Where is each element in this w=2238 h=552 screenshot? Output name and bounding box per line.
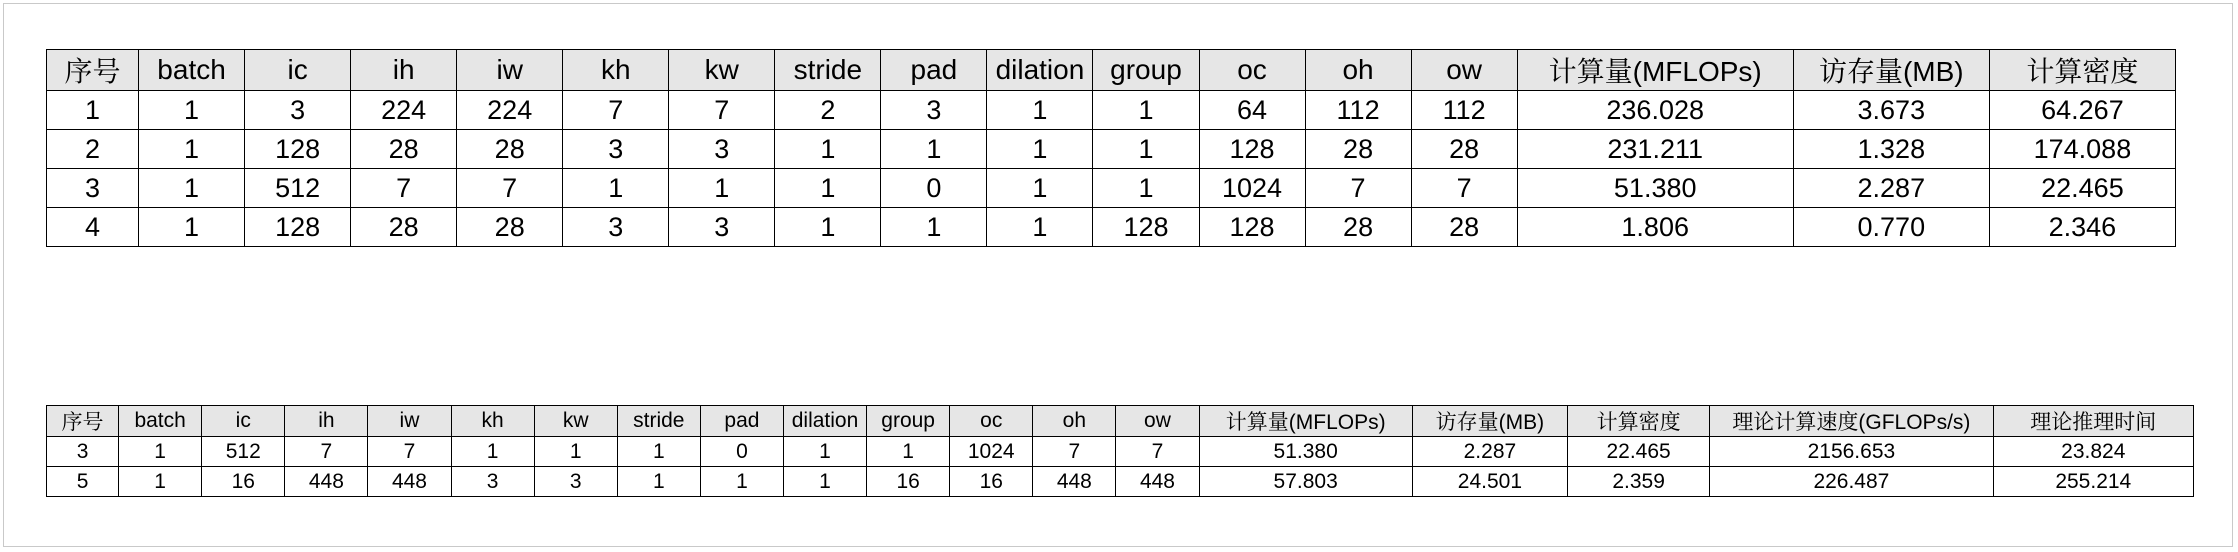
table-cell[interactable]: 7 bbox=[368, 437, 451, 467]
header-cell[interactable]: 计算密度 bbox=[1989, 50, 2175, 91]
table-cell[interactable]: 1 bbox=[119, 437, 202, 467]
perf-estimate-table bbox=[46, 405, 2194, 497]
header-cell[interactable]: ow bbox=[1411, 50, 1517, 91]
table-cell[interactable]: 3 bbox=[47, 169, 139, 208]
table-cell[interactable]: 1 bbox=[1093, 130, 1199, 169]
table-cell[interactable]: 1024 bbox=[950, 437, 1033, 467]
header-cell[interactable]: oc bbox=[1199, 50, 1305, 91]
table-cell[interactable]: 0.770 bbox=[1793, 208, 1989, 247]
header-cell[interactable]: kw bbox=[669, 50, 775, 91]
table-cell[interactable]: 1 bbox=[987, 91, 1093, 130]
table-cell[interactable]: 174.088 bbox=[1989, 130, 2175, 169]
table-cell[interactable]: 16 bbox=[950, 467, 1033, 497]
header-cell[interactable]: batch bbox=[119, 406, 202, 437]
header-cell[interactable]: ic bbox=[202, 406, 285, 437]
table-cell[interactable]: 1 bbox=[139, 91, 245, 130]
header-cell[interactable]: oh bbox=[1033, 406, 1116, 437]
table-cell[interactable]: 28 bbox=[351, 208, 457, 247]
table-cell[interactable]: 7 bbox=[285, 437, 368, 467]
header-cell[interactable]: pad bbox=[700, 406, 783, 437]
table-cell[interactable]: 512 bbox=[245, 169, 351, 208]
table-cell[interactable]: 51.380 bbox=[1199, 437, 1412, 467]
table-cell[interactable]: 448 bbox=[368, 467, 451, 497]
table-cell[interactable]: 224 bbox=[457, 91, 563, 130]
table-cell[interactable]: 1.328 bbox=[1793, 130, 1989, 169]
header-cell[interactable]: 理论计算速度(GFLOPs/s) bbox=[1710, 406, 1993, 437]
table-cell[interactable]: 0 bbox=[881, 169, 987, 208]
table-cell[interactable]: 1.806 bbox=[1517, 208, 1793, 247]
table-cell[interactable]: 7 bbox=[457, 169, 563, 208]
table-cell[interactable]: 3 bbox=[451, 467, 534, 497]
table-cell[interactable]: 7 bbox=[1033, 437, 1116, 467]
table-cell[interactable]: 51.380 bbox=[1517, 169, 1793, 208]
header-cell[interactable]: oh bbox=[1305, 50, 1411, 91]
table-cell[interactable]: 1 bbox=[783, 467, 866, 497]
table-cell[interactable]: 7 bbox=[563, 91, 669, 130]
table-cell[interactable]: 1 bbox=[987, 169, 1093, 208]
table-cell[interactable]: 64.267 bbox=[1989, 91, 2175, 130]
table-cell[interactable]: 3 bbox=[669, 130, 775, 169]
table-cell[interactable]: 1 bbox=[775, 208, 881, 247]
table-cell[interactable]: 128 bbox=[245, 208, 351, 247]
table-cell[interactable]: 1 bbox=[139, 130, 245, 169]
header-cell[interactable]: 计算量(MFLOPs) bbox=[1517, 50, 1793, 91]
header-cell[interactable]: kw bbox=[534, 406, 617, 437]
table-cell[interactable]: 1 bbox=[783, 437, 866, 467]
table-cell[interactable]: 255.214 bbox=[1993, 467, 2193, 497]
table-cell[interactable]: 1024 bbox=[1199, 169, 1305, 208]
header-cell[interactable]: ih bbox=[285, 406, 368, 437]
table-cell[interactable]: 448 bbox=[285, 467, 368, 497]
table-cell[interactable]: 28 bbox=[351, 130, 457, 169]
table-cell[interactable]: 24.501 bbox=[1412, 467, 1567, 497]
header-cell[interactable]: 计算密度 bbox=[1568, 406, 1710, 437]
table-cell[interactable]: 22.465 bbox=[1568, 437, 1710, 467]
header-cell[interactable]: group bbox=[867, 406, 950, 437]
header-cell[interactable]: pad bbox=[881, 50, 987, 91]
table-row bbox=[47, 169, 2176, 208]
header-cell[interactable]: 计算量(MFLOPs) bbox=[1199, 406, 1412, 437]
table-cell[interactable]: 1 bbox=[47, 91, 139, 130]
table-cell[interactable]: 2.287 bbox=[1793, 169, 1989, 208]
table-header-row bbox=[47, 50, 2176, 91]
table-cell[interactable]: 226.487 bbox=[1710, 467, 1993, 497]
table-cell[interactable]: 16 bbox=[202, 467, 285, 497]
table-cell[interactable]: 1 bbox=[867, 437, 950, 467]
table-cell[interactable]: 1 bbox=[669, 169, 775, 208]
sheet-canvas bbox=[3, 3, 2233, 547]
table-cell[interactable]: 1 bbox=[775, 169, 881, 208]
table-cell[interactable]: 28 bbox=[1305, 130, 1411, 169]
table-cell[interactable]: 1 bbox=[881, 130, 987, 169]
table-cell[interactable]: 224 bbox=[351, 91, 457, 130]
header-cell[interactable]: dilation bbox=[783, 406, 866, 437]
header-cell[interactable]: batch bbox=[139, 50, 245, 91]
header-cell[interactable]: 序号 bbox=[47, 406, 119, 437]
header-cell[interactable]: oc bbox=[950, 406, 1033, 437]
table-cell[interactable]: 3.673 bbox=[1793, 91, 1989, 130]
table-cell[interactable]: 57.803 bbox=[1199, 467, 1412, 497]
table-cell[interactable]: 1 bbox=[987, 208, 1093, 247]
table-cell[interactable]: 3 bbox=[245, 91, 351, 130]
table-cell[interactable]: 28 bbox=[1305, 208, 1411, 247]
header-cell[interactable]: 理论推理时间 bbox=[1993, 406, 2193, 437]
table-cell[interactable]: 7 bbox=[351, 169, 457, 208]
table-cell[interactable]: 2 bbox=[47, 130, 139, 169]
header-cell[interactable]: dilation bbox=[987, 50, 1093, 91]
table-row bbox=[47, 208, 2176, 247]
table-cell[interactable]: 3 bbox=[563, 130, 669, 169]
header-cell[interactable]: 序号 bbox=[47, 50, 139, 91]
table-cell[interactable]: 28 bbox=[457, 208, 563, 247]
table-cell[interactable]: 7 bbox=[1116, 437, 1199, 467]
table-cell[interactable]: 236.028 bbox=[1517, 91, 1793, 130]
table-row bbox=[47, 467, 2194, 497]
table-cell[interactable]: 1 bbox=[987, 130, 1093, 169]
table-cell[interactable]: 112 bbox=[1305, 91, 1411, 130]
table-cell[interactable]: 28 bbox=[1411, 130, 1517, 169]
table-cell[interactable]: 448 bbox=[1033, 467, 1116, 497]
table-cell[interactable]: 128 bbox=[245, 130, 351, 169]
table-cell[interactable]: 3 bbox=[881, 91, 987, 130]
table-header-row bbox=[47, 406, 2194, 437]
table-row bbox=[47, 130, 2176, 169]
table-cell[interactable]: 22.465 bbox=[1989, 169, 2175, 208]
table-cell[interactable]: 64 bbox=[1199, 91, 1305, 130]
header-cell[interactable]: ih bbox=[351, 50, 457, 91]
table-cell[interactable]: 2 bbox=[775, 91, 881, 130]
table-cell[interactable]: 112 bbox=[1411, 91, 1517, 130]
table-row bbox=[47, 437, 2194, 467]
table-cell[interactable]: 2.346 bbox=[1989, 208, 2175, 247]
table-cell[interactable]: 3 bbox=[563, 208, 669, 247]
table-cell[interactable]: 1 bbox=[1093, 91, 1199, 130]
header-cell[interactable]: kh bbox=[451, 406, 534, 437]
table-cell[interactable]: 1 bbox=[119, 467, 202, 497]
header-cell[interactable]: iw bbox=[368, 406, 451, 437]
table-row bbox=[47, 91, 2176, 130]
header-cell[interactable]: stride bbox=[617, 406, 700, 437]
conv-params-table bbox=[46, 49, 2176, 247]
table-cell[interactable]: 1 bbox=[563, 169, 669, 208]
table-cell[interactable]: 1 bbox=[534, 437, 617, 467]
table-cell[interactable]: 7 bbox=[669, 91, 775, 130]
header-cell[interactable]: 访存量(MB) bbox=[1793, 50, 1989, 91]
table-cell[interactable]: 231.211 bbox=[1517, 130, 1793, 169]
table-cell[interactable]: 128 bbox=[1199, 208, 1305, 247]
header-cell[interactable]: group bbox=[1093, 50, 1199, 91]
table-cell[interactable]: 3 bbox=[669, 208, 775, 247]
table-cell[interactable]: 1 bbox=[775, 130, 881, 169]
header-cell[interactable]: stride bbox=[775, 50, 881, 91]
table-cell[interactable]: 512 bbox=[202, 437, 285, 467]
table-cell[interactable]: 128 bbox=[1199, 130, 1305, 169]
table-cell[interactable]: 2.359 bbox=[1568, 467, 1710, 497]
table-cell[interactable]: 448 bbox=[1116, 467, 1199, 497]
table-cell[interactable]: 0 bbox=[700, 437, 783, 467]
header-cell[interactable]: 访存量(MB) bbox=[1412, 406, 1567, 437]
table-cell[interactable]: 2.287 bbox=[1412, 437, 1567, 467]
table-cell[interactable]: 1 bbox=[1093, 169, 1199, 208]
table-cell[interactable]: 1 bbox=[139, 169, 245, 208]
table-cell[interactable]: 28 bbox=[457, 130, 563, 169]
table-cell[interactable]: 1 bbox=[617, 467, 700, 497]
table-cell[interactable]: 1 bbox=[139, 208, 245, 247]
header-cell[interactable]: iw bbox=[457, 50, 563, 91]
table-cell[interactable]: 2156.653 bbox=[1710, 437, 1993, 467]
table-cell[interactable]: 1 bbox=[700, 467, 783, 497]
header-cell[interactable]: ic bbox=[245, 50, 351, 91]
table-cell[interactable]: 1 bbox=[451, 437, 534, 467]
table-cell[interactable]: 1 bbox=[617, 437, 700, 467]
header-cell[interactable]: ow bbox=[1116, 406, 1199, 437]
table-cell[interactable]: 28 bbox=[1411, 208, 1517, 247]
table-cell[interactable]: 7 bbox=[1305, 169, 1411, 208]
table-cell[interactable]: 16 bbox=[867, 467, 950, 497]
table-cell[interactable]: 23.824 bbox=[1993, 437, 2193, 467]
table-cell[interactable]: 3 bbox=[534, 467, 617, 497]
table-cell[interactable]: 128 bbox=[1093, 208, 1199, 247]
table-cell[interactable]: 7 bbox=[1411, 169, 1517, 208]
table-cell[interactable]: 1 bbox=[881, 208, 987, 247]
table-cell[interactable]: 5 bbox=[47, 467, 119, 497]
table-cell[interactable]: 4 bbox=[47, 208, 139, 247]
table-cell[interactable]: 3 bbox=[47, 437, 119, 467]
header-cell[interactable]: kh bbox=[563, 50, 669, 91]
